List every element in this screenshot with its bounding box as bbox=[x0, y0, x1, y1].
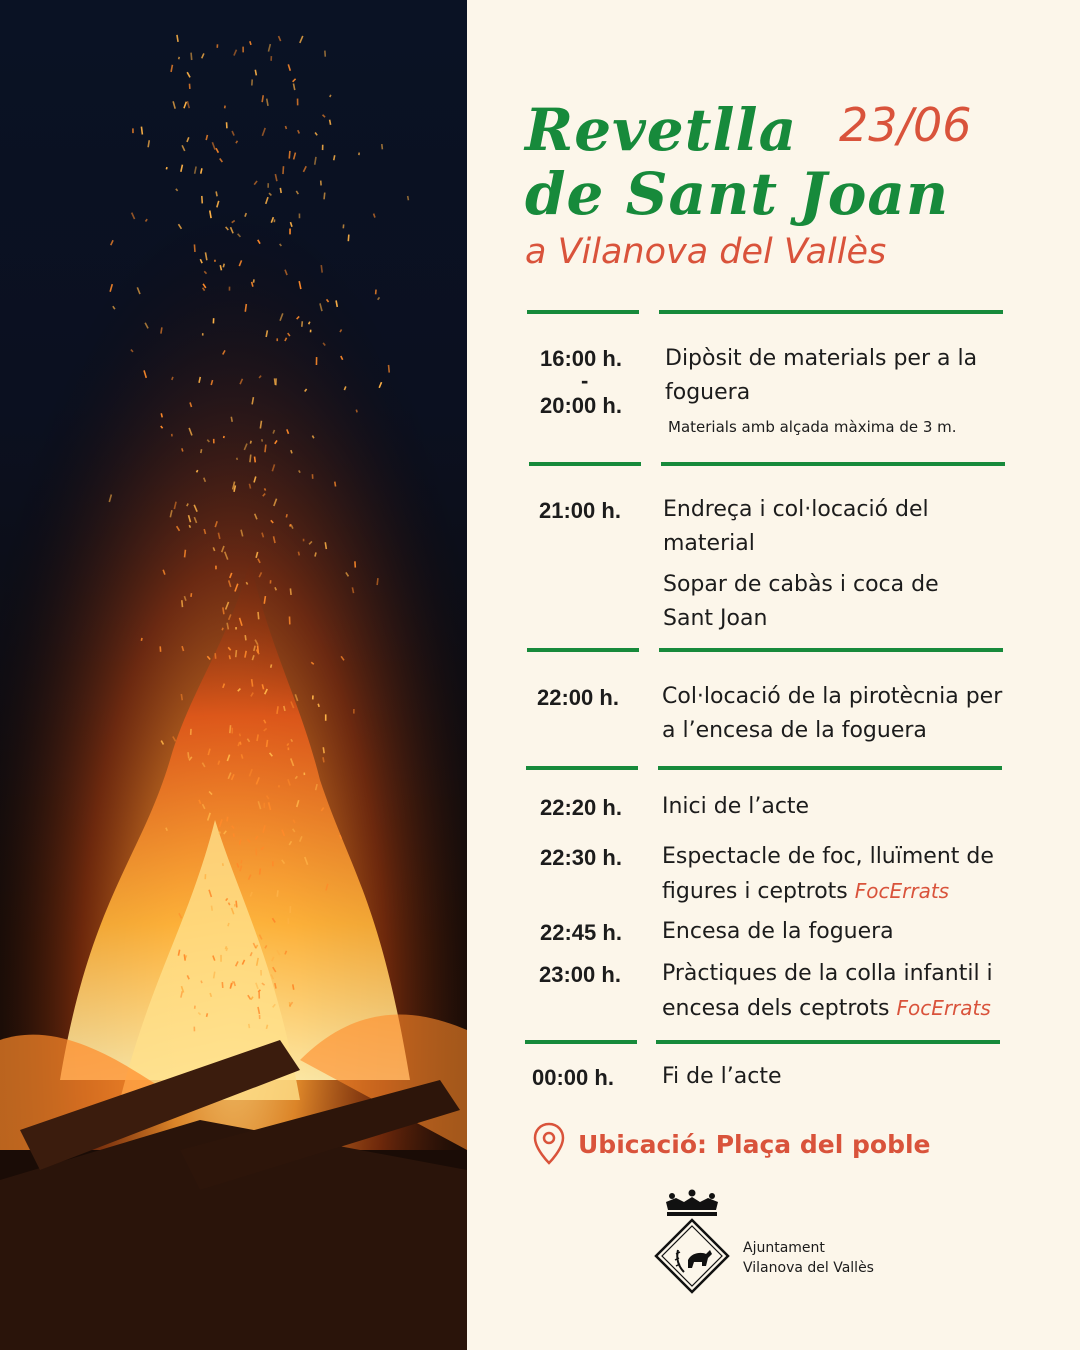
spark bbox=[185, 550, 186, 558]
divider bbox=[659, 310, 1003, 314]
spark bbox=[277, 706, 278, 714]
divider bbox=[656, 1040, 1000, 1044]
spark bbox=[377, 578, 378, 585]
spark bbox=[280, 188, 281, 193]
spark bbox=[236, 650, 237, 657]
spark bbox=[330, 95, 331, 97]
spark bbox=[229, 903, 230, 905]
spark bbox=[207, 1013, 208, 1017]
spark bbox=[166, 167, 167, 169]
event-text: Fi de l’acte bbox=[662, 1064, 782, 1089]
spark bbox=[325, 542, 326, 549]
event-panel bbox=[467, 0, 1080, 1350]
time-start: 16:00 h. bbox=[540, 346, 622, 371]
spark bbox=[228, 923, 229, 926]
time: 22:45 h. bbox=[540, 920, 622, 945]
spark bbox=[277, 890, 278, 896]
spark bbox=[283, 166, 284, 174]
spark bbox=[265, 445, 266, 453]
spark bbox=[237, 458, 238, 460]
spark bbox=[309, 322, 310, 325]
event-text: Encesa de la foguera bbox=[662, 919, 894, 944]
spark bbox=[182, 600, 183, 607]
spark bbox=[225, 106, 226, 109]
spark bbox=[289, 151, 290, 159]
spark bbox=[285, 126, 286, 129]
spark bbox=[241, 860, 242, 864]
spark bbox=[201, 449, 202, 453]
organizer-line-2: Vilanova del Vallès bbox=[743, 1260, 874, 1276]
spark bbox=[172, 377, 173, 380]
spark bbox=[389, 365, 390, 373]
spark bbox=[266, 1025, 267, 1029]
event-text: Inici de l’acte bbox=[662, 794, 810, 819]
spark bbox=[197, 470, 198, 472]
divider bbox=[525, 1040, 637, 1044]
spark bbox=[223, 607, 224, 614]
spark bbox=[250, 441, 251, 444]
event-text bbox=[662, 957, 1037, 1026]
spark bbox=[302, 321, 303, 327]
spark bbox=[262, 439, 263, 441]
spark bbox=[321, 265, 322, 273]
spark bbox=[239, 734, 240, 737]
spark bbox=[181, 694, 182, 700]
spark bbox=[141, 127, 142, 135]
spark bbox=[255, 70, 256, 76]
spark bbox=[224, 436, 225, 438]
spark bbox=[271, 664, 272, 667]
map-pin-icon bbox=[532, 1122, 566, 1166]
spark bbox=[323, 757, 324, 762]
spark bbox=[290, 588, 291, 595]
title-line-1: Revetlla bbox=[525, 96, 798, 164]
spark bbox=[315, 552, 316, 556]
time-separator: - bbox=[581, 368, 589, 393]
spark bbox=[245, 635, 246, 640]
spark bbox=[161, 413, 162, 417]
time: 23:00 h. bbox=[539, 962, 621, 987]
spark bbox=[211, 906, 212, 911]
spark bbox=[267, 740, 268, 747]
event-text: Col·locació de la pirotècnia per a l’encesa de la foguera bbox=[662, 684, 1003, 743]
divider bbox=[658, 766, 1002, 770]
performer-tag: FocErrats bbox=[854, 879, 950, 903]
time: 22:30 h. bbox=[540, 845, 622, 870]
time-end: 20:00 h. bbox=[540, 393, 622, 418]
divider bbox=[527, 648, 639, 652]
spark bbox=[177, 35, 178, 42]
spark bbox=[141, 638, 142, 641]
spark bbox=[250, 455, 251, 463]
spark bbox=[201, 981, 202, 983]
event-text bbox=[662, 840, 1012, 909]
spark bbox=[219, 832, 220, 834]
spark bbox=[179, 57, 180, 59]
spark bbox=[335, 482, 336, 487]
spark bbox=[184, 954, 185, 960]
time: 21:00 h. bbox=[539, 498, 621, 523]
time: 22:00 h. bbox=[537, 685, 619, 710]
event-label: Espectacle de foc, lluïment de figures i ceptrots bbox=[662, 844, 994, 904]
spark bbox=[225, 946, 226, 949]
spark bbox=[230, 725, 231, 733]
spark bbox=[275, 378, 276, 385]
spark bbox=[258, 612, 259, 619]
subtitle: a Vilanova del Vallès bbox=[525, 232, 887, 272]
event-date: 23/06 bbox=[839, 98, 972, 152]
spark bbox=[148, 140, 149, 147]
spark bbox=[298, 552, 299, 556]
divider bbox=[527, 310, 639, 314]
municipal-crest-icon bbox=[652, 1188, 732, 1300]
spark bbox=[323, 747, 324, 753]
location-text: Ubicació: Plaça del poble bbox=[578, 1129, 931, 1159]
spark bbox=[318, 704, 319, 707]
spark bbox=[330, 120, 331, 125]
spark bbox=[215, 653, 216, 659]
spark bbox=[249, 484, 250, 489]
divider bbox=[659, 648, 1003, 652]
spark bbox=[293, 984, 294, 989]
time: 22:20 h. bbox=[540, 795, 622, 820]
spark bbox=[161, 327, 162, 333]
spark bbox=[252, 679, 253, 686]
spark bbox=[382, 144, 383, 149]
spark bbox=[188, 752, 189, 758]
spark bbox=[240, 742, 241, 745]
spark bbox=[227, 817, 228, 822]
performer-tag: FocErrats bbox=[896, 996, 991, 1020]
spark bbox=[223, 264, 224, 268]
spark bbox=[189, 525, 190, 527]
spark bbox=[260, 869, 261, 875]
spark bbox=[182, 448, 183, 451]
event-label: Pràctiques de la colla infantil i encesa dels ceptrots bbox=[662, 961, 993, 1021]
event-text: Sopar de cabàs i coca de Sant Joan bbox=[663, 572, 939, 631]
spark bbox=[216, 191, 217, 196]
bonfire-illustration bbox=[0, 0, 467, 1350]
time: 00:00 h. bbox=[532, 1065, 614, 1090]
spark bbox=[194, 244, 195, 251]
location bbox=[532, 1122, 931, 1166]
spark bbox=[255, 457, 256, 463]
spark bbox=[291, 450, 292, 453]
spark bbox=[260, 421, 261, 429]
spark bbox=[245, 304, 246, 312]
spark bbox=[408, 196, 409, 200]
spark bbox=[286, 514, 287, 517]
event-text: Endreça i col·locació del material bbox=[663, 497, 929, 556]
spark bbox=[250, 41, 251, 45]
divider bbox=[529, 462, 641, 466]
bonfire-photo bbox=[0, 0, 467, 1350]
spark bbox=[249, 1024, 250, 1028]
organizer bbox=[743, 1238, 874, 1278]
divider bbox=[661, 462, 1005, 466]
spark bbox=[264, 488, 265, 490]
spark bbox=[222, 628, 223, 631]
divider bbox=[526, 766, 638, 770]
spark bbox=[231, 417, 232, 422]
event-text: Dipòsit de materials per a la foguera bbox=[665, 346, 978, 405]
spark bbox=[290, 524, 291, 526]
organizer-line-1: Ajuntament bbox=[743, 1240, 825, 1256]
event-note: Materials amb alçada màxima de 3 m. bbox=[668, 418, 957, 436]
title-line-2: de Sant Joan bbox=[525, 160, 950, 228]
spark bbox=[233, 834, 234, 837]
spark bbox=[324, 193, 325, 200]
spark bbox=[352, 587, 353, 593]
spark bbox=[229, 655, 230, 659]
spark bbox=[236, 901, 237, 908]
spark bbox=[258, 645, 259, 652]
spark bbox=[214, 972, 215, 979]
spark bbox=[191, 53, 192, 60]
spark bbox=[334, 155, 335, 160]
spark bbox=[348, 235, 349, 242]
spark bbox=[262, 95, 263, 102]
spark bbox=[356, 410, 357, 413]
